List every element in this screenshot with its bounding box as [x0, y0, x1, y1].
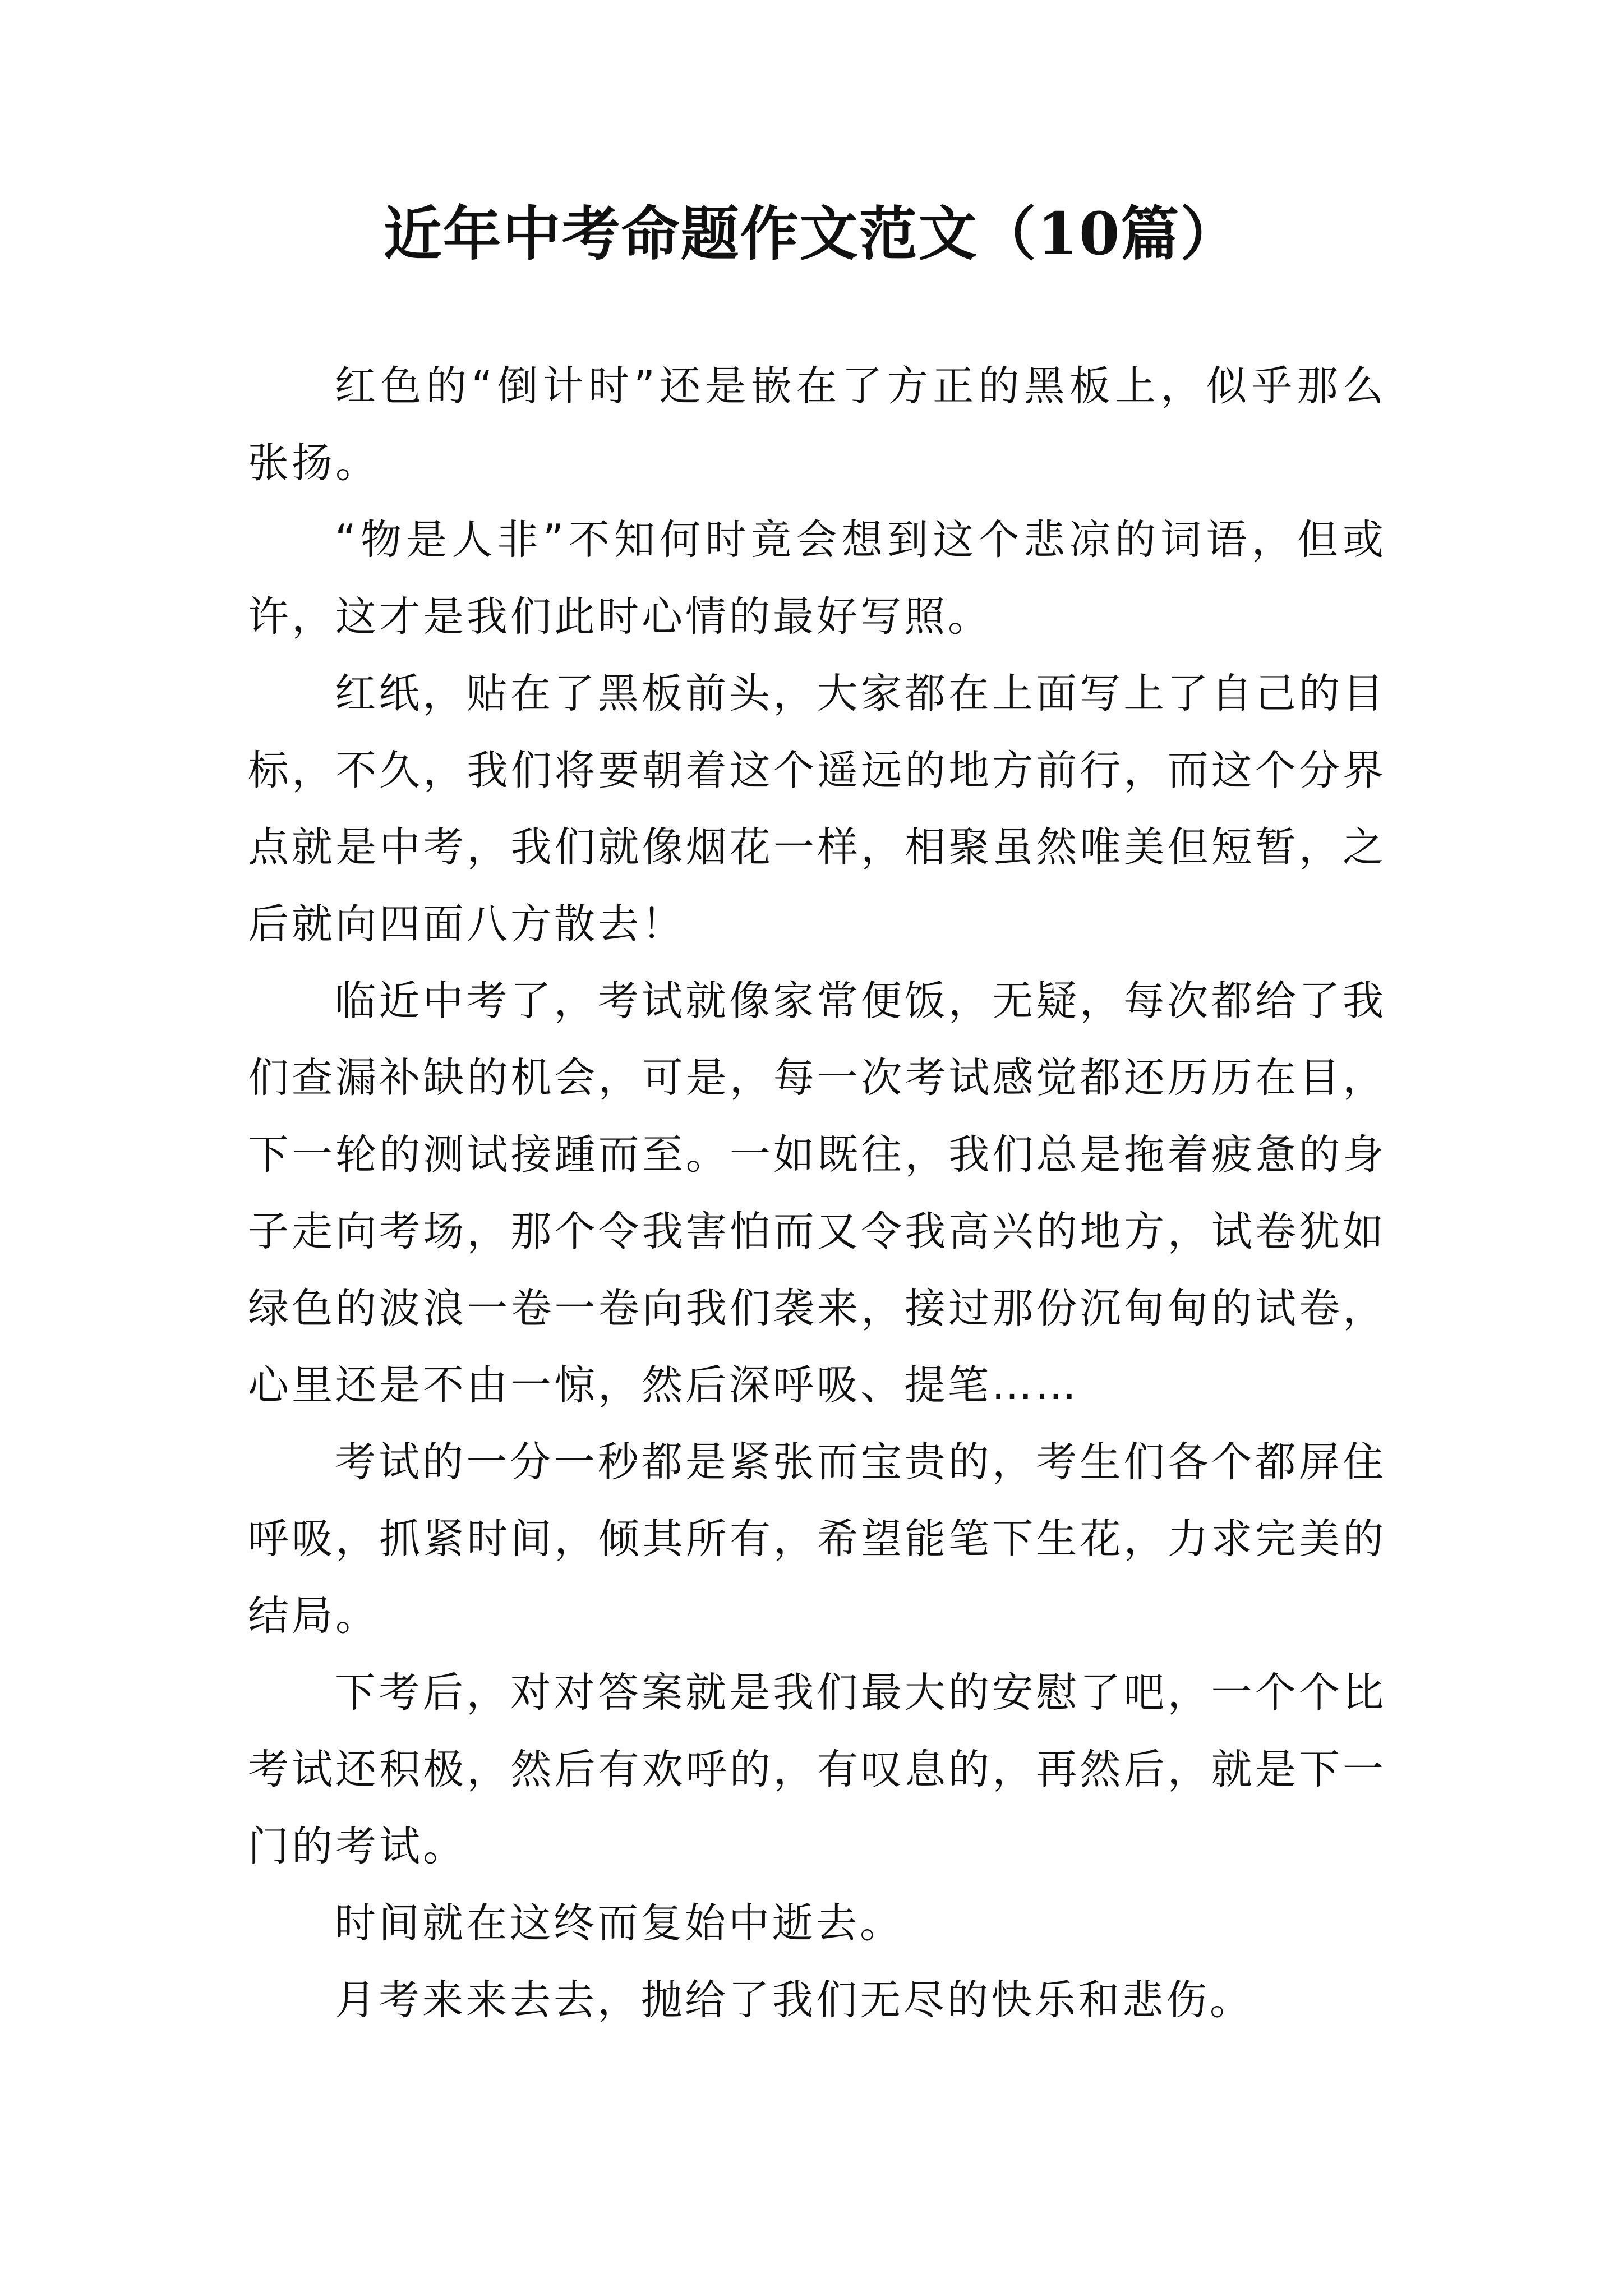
paragraph-3: 红纸，贴在了黑板前头，大家都在上面写上了自己的目标，不久，我们将要朝着这个遥远的地方前行，而这个分界点就是中考，我们就像烟花一样，相聚虽然唯美但短暂，之后就向四面八方散去！ [248, 670, 1386, 948]
paragraph-1: 红色的“倒计时”还是嵌在了方正的黑板上，似乎那么张扬。 [248, 362, 1386, 487]
document-body [248, 348, 1386, 2039]
paragraph-8: 月考来来去去，抛给了我们无尽的快乐和悲伤。 [335, 1976, 1253, 2024]
paragraph-7: 时间就在这终而复始中逝去。 [335, 1899, 903, 1947]
paragraph-6: 下考后，对对答案就是我们最大的安慰了吧，一个个比考试还积极，然后有欢呼的，有叹息的，再然后，就是下一门的考试。 [248, 1669, 1386, 1870]
paragraph-2: “物是人非”不知何时竟会想到这个悲凉的词语，但或许，这才是我们此时心情的最好写照。 [248, 516, 1386, 641]
paragraph-5: 考试的一分一秒都是紧张而宝贵的，考生们各个都屏住呼吸，抓紧时间，倾其所有，希望能笔下生花，力求完美的结局。 [248, 1438, 1386, 1640]
document-title: 近年中考命题作文范文（10篇） [383, 199, 1240, 268]
paragraph-4: 临近中考了，考试就像家常便饭，无疑，每次都给了我们查漏补缺的机会，可是，每一次考试感觉都还历历在目，下一轮的测试接踵而至。一如既往，我们总是拖着疲惫的身子走向考场，那个令我害怕而又令我高兴的地方，试卷犹如绿色的波浪一卷一卷向我们袭来，接过那份沉甸甸的试卷，心里还是不由一惊，然后深呼吸、提笔…… [248, 977, 1386, 1409]
